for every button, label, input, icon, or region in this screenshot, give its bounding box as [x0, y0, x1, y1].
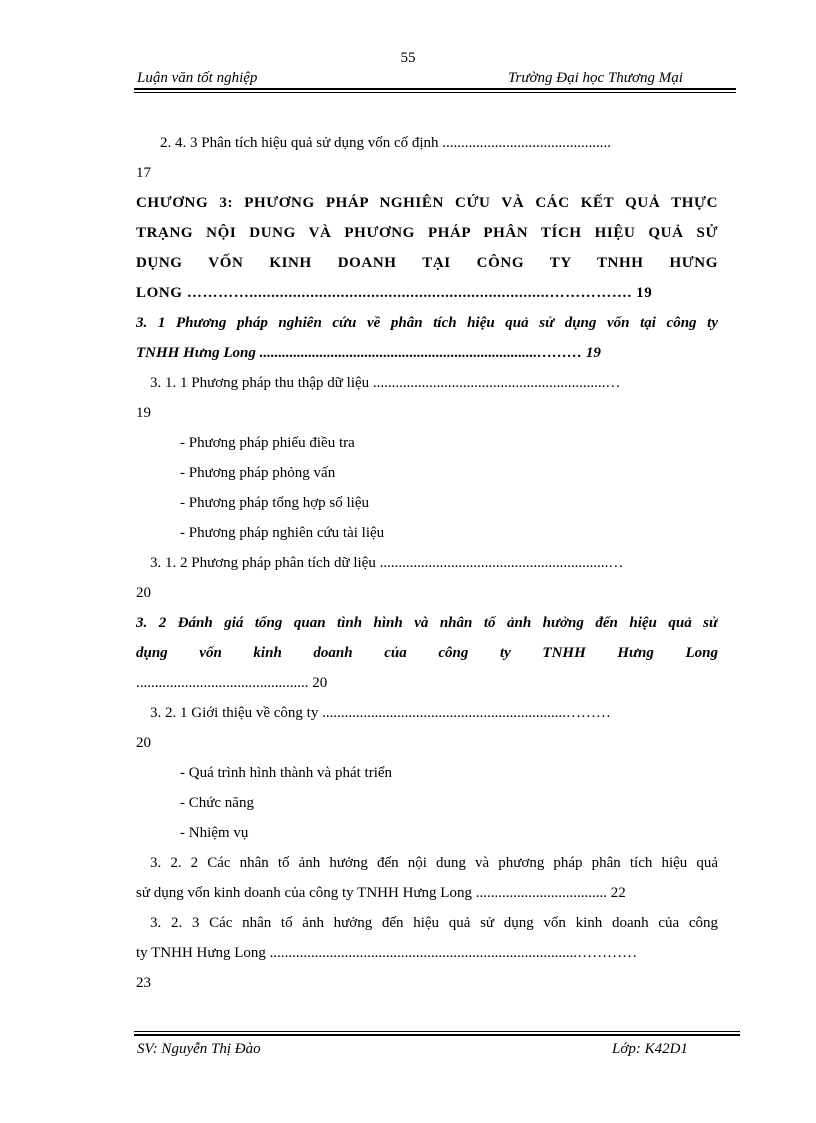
- toc-page-number: 23: [136, 975, 151, 991]
- header-right-title: Trường Đại học Thương Mại: [508, 70, 683, 86]
- toc-entry: .............................................. 20: [136, 675, 328, 691]
- section-heading-line: 3. 1 Phương pháp nghiên cứu về phân tích hiệu quả sử dụng vốn tại công ty: [136, 315, 718, 331]
- section-heading-line: 3. 2 Đánh giá tổng quan tình hình và nhân tố ảnh hưởng đến hiệu quả sử: [136, 615, 718, 631]
- header-rule: [134, 88, 736, 93]
- section-heading-line: TNHH Hưng Long ..........................................................................……… 19: [136, 345, 601, 361]
- toc-entry: sử dụng vốn kinh doanh của công ty TNHH Hưng Long ................................... 22: [136, 885, 626, 901]
- toc-sub-item: - Phương pháp phỏng vấn: [180, 465, 336, 481]
- chapter-heading-line: TRẠNG NỘI DUNG VÀ PHƯƠNG PHÁP PHÂN TÍCH HIỆU QUẢ SỬ: [136, 225, 718, 241]
- toc-entry: 3. 2. 2 Các nhân tố ảnh hưởng đến nội dung và phương pháp phân tích hiệu quả: [150, 855, 718, 871]
- chapter-heading-line: DỤNG VỐN KINH DOANH TẠI CÔNG TY TNHH HƯNG: [136, 255, 718, 271]
- toc-sub-item: - Phương pháp phiếu điều tra: [180, 435, 355, 451]
- page-number: 55: [400, 50, 416, 66]
- chapter-heading-line: LONG ………….....................................................................……………. 19: [136, 285, 653, 301]
- toc-sub-item: - Nhiệm vụ: [180, 825, 249, 841]
- toc-page-number: 20: [136, 585, 151, 601]
- toc-entry: 3. 1. 1 Phương pháp thu thập dữ liệu ..............................................................…: [150, 375, 621, 391]
- toc-entry: 3. 2. 3 Các nhân tố ảnh hưởng đến hiệu quả sử dụng vốn kinh doanh của công: [150, 915, 718, 931]
- toc-entry: 2. 4. 3 Phân tích hiệu quả sử dụng vốn cố định .............................................: [160, 135, 612, 151]
- toc-entry: 3. 2. 1 Giới thiệu về công ty .................................................................………: [150, 705, 611, 721]
- toc-sub-item: - Quá trình hình thành và phát triển: [180, 765, 393, 781]
- footer-student-name: SV: Nguyễn Thị Đào: [137, 1041, 261, 1057]
- section-heading-line: dụng vốn kinh doanh của công ty TNHH Hưng Long: [136, 645, 718, 661]
- header-left-title: Luận văn tốt nghiệp: [137, 70, 258, 86]
- footer-rule: [134, 1031, 740, 1036]
- toc-page-number: 17: [136, 165, 151, 181]
- footer-class: Lớp: K42D1: [612, 1041, 688, 1057]
- chapter-heading-line: CHƯƠNG 3: PHƯƠNG PHÁP NGHIÊN CỨU VÀ CÁC KẾT QUẢ THỰC: [136, 195, 718, 211]
- toc-entry: ty TNHH Hưng Long ..................................................................................…………: [136, 945, 638, 961]
- toc-sub-item: - Phương pháp tổng hợp số liệu: [180, 495, 369, 511]
- toc-entry: 3. 1. 2 Phương pháp phân tích dữ liệu .............................................................…: [150, 555, 624, 571]
- toc-page-number: 19: [136, 405, 151, 421]
- toc-page-number: 20: [136, 735, 151, 751]
- toc-sub-item: - Phương pháp nghiên cứu tài liệu: [180, 525, 385, 541]
- toc-sub-item: - Chức năng: [180, 795, 254, 811]
